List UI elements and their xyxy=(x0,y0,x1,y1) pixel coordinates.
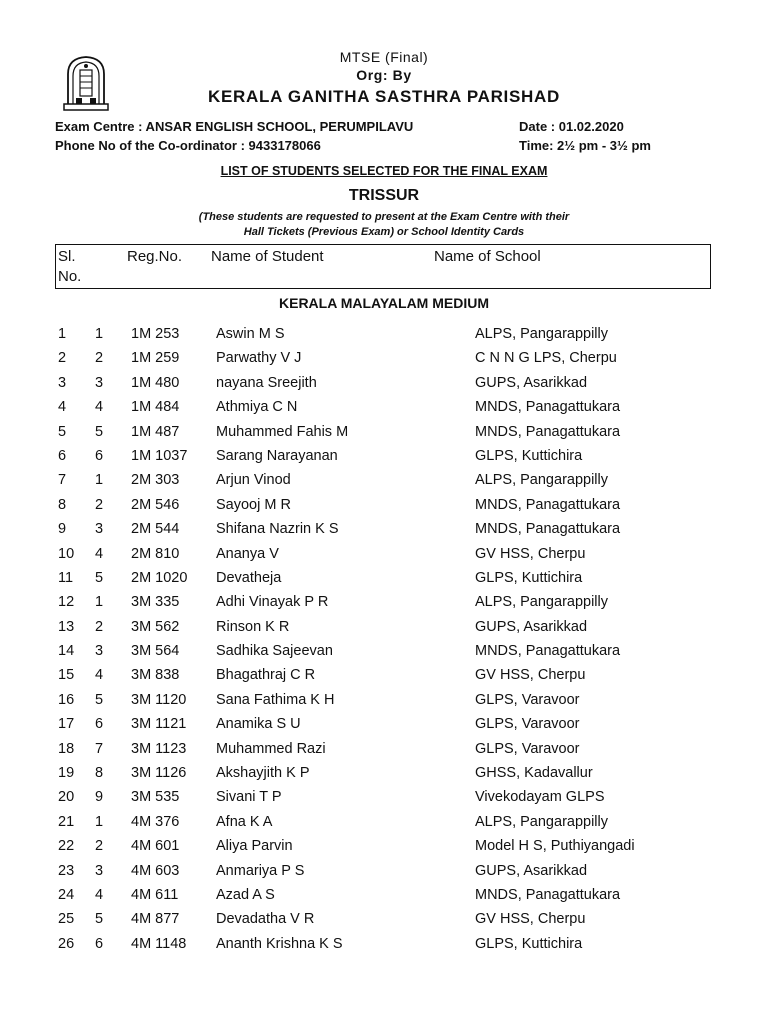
row-school-name: Model H S, Puthiyangadi xyxy=(475,838,635,855)
organization-title: KERALA GANITHA SASTHRA PARISHAD xyxy=(208,87,560,106)
row-sub-serial: 2 xyxy=(95,350,104,367)
row-sub-serial: 5 xyxy=(95,691,104,708)
row-student-name: Sadhika Sajeevan xyxy=(216,643,333,660)
row-school-name: GV HSS, Cherpu xyxy=(475,667,586,684)
row-student-name: Afna K A xyxy=(216,813,273,830)
row-student-name: Ananya V xyxy=(216,545,279,562)
row-serial: 5 xyxy=(58,423,67,440)
row-school-name: GUPS, Asarikkad xyxy=(475,374,588,391)
row-school-name: MNDS, Panagattukara xyxy=(475,496,621,513)
row-serial: 25 xyxy=(58,911,75,928)
table-row xyxy=(0,546,768,570)
exam-centre: Exam Centre : ANSAR ENGLISH SCHOOL, PERUMPILAVU xyxy=(55,119,414,134)
row-school-name: MNDS, Panagattukara xyxy=(475,886,621,903)
row-serial: 11 xyxy=(58,569,74,586)
row-school-name: MNDS, Panagattukara xyxy=(475,643,621,660)
row-student-name: Devadatha V R xyxy=(216,911,315,928)
row-serial: 19 xyxy=(58,765,75,782)
row-student-name: Adhi Vinayak P R xyxy=(216,594,329,611)
row-school-name: GLPS, Kuttichira xyxy=(475,935,583,952)
row-reg-no: 4M 603 xyxy=(131,862,180,879)
row-school-name: GLPS, Varavoor xyxy=(475,740,580,757)
table-row xyxy=(0,424,768,448)
row-serial: 14 xyxy=(58,643,75,660)
row-serial: 1 xyxy=(58,326,67,342)
row-student-name: Arjun Vinod xyxy=(216,472,291,489)
row-serial: 8 xyxy=(58,496,67,513)
row-student-name: Anmariya P S xyxy=(216,862,305,879)
row-student-name: Muhammed Fahis M xyxy=(216,423,349,440)
row-sub-serial: 1 xyxy=(95,472,104,489)
table-row xyxy=(0,350,768,374)
table-row xyxy=(0,936,768,960)
row-student-name: Parwathy V J xyxy=(216,350,302,367)
row-sub-serial: 9 xyxy=(95,789,104,806)
header-sl: Sl. xyxy=(58,248,76,265)
row-sub-serial: 4 xyxy=(95,399,104,416)
row-school-name: Vivekodayam GLPS xyxy=(475,789,605,806)
row-serial: 21 xyxy=(58,813,75,830)
row-reg-no: 3M 1120 xyxy=(131,691,187,708)
table-row xyxy=(0,741,768,765)
row-reg-no: 4M 611 xyxy=(131,886,179,903)
row-reg-no: 3M 1123 xyxy=(131,740,187,757)
table-row xyxy=(0,643,768,667)
row-student-name: Sarang Narayanan xyxy=(216,447,338,464)
table-row xyxy=(0,887,768,911)
row-reg-no: 1M 1037 xyxy=(131,447,188,464)
row-school-name: GUPS, Asarikkad xyxy=(475,862,588,879)
row-reg-no: 4M 601 xyxy=(131,838,180,855)
row-student-name: Aliya Parvin xyxy=(216,838,293,855)
row-reg-no: 3M 564 xyxy=(131,643,180,660)
row-serial: 15 xyxy=(58,667,75,684)
row-serial: 4 xyxy=(58,399,67,416)
row-reg-no: 2M 544 xyxy=(131,521,180,538)
row-sub-serial: 6 xyxy=(95,716,104,733)
table-row xyxy=(0,472,768,496)
list-title: LIST OF STUDENTS SELECTED FOR THE FINAL EXAM xyxy=(220,164,548,178)
table-row xyxy=(0,448,768,472)
header-school-name: Name of School xyxy=(434,248,541,265)
row-reg-no: 2M 1020 xyxy=(131,569,188,586)
row-sub-serial: 3 xyxy=(95,862,104,879)
row-school-name: MNDS, Panagattukara xyxy=(475,399,621,416)
district-title: TRISSUR xyxy=(348,187,420,204)
row-student-name: Akshayjith K P xyxy=(216,765,310,782)
header-reg-no: Reg.No. xyxy=(127,248,183,265)
table-row xyxy=(0,594,768,618)
row-serial: 26 xyxy=(58,935,75,952)
row-sub-serial: 2 xyxy=(95,496,104,513)
row-serial: 12 xyxy=(58,594,75,611)
row-reg-no: 4M 376 xyxy=(131,813,180,830)
row-sub-serial: 7 xyxy=(95,740,104,757)
row-serial: 20 xyxy=(58,789,75,806)
exam-time: Time: 2½ pm - 3½ pm xyxy=(519,138,651,153)
row-sub-serial: 6 xyxy=(95,447,104,464)
table-row xyxy=(0,911,768,935)
row-school-name: GUPS, Asarikkad xyxy=(475,618,588,635)
row-sub-serial: 3 xyxy=(95,521,104,538)
row-school-name: ALPS, Pangarappilly xyxy=(475,813,608,830)
row-serial: 9 xyxy=(58,521,67,538)
row-reg-no: 1M 480 xyxy=(131,374,180,391)
table-row xyxy=(0,497,768,521)
section-title: KERALA MALAYALAM MEDIUM xyxy=(279,295,489,311)
student-list xyxy=(0,326,768,960)
table-row xyxy=(0,619,768,643)
row-reg-no: 3M 1121 xyxy=(131,716,187,733)
row-reg-no: 1M 484 xyxy=(131,399,180,416)
row-student-name: Aswin M S xyxy=(216,326,285,342)
table-row xyxy=(0,692,768,716)
table-row xyxy=(0,570,768,594)
table-row xyxy=(0,814,768,838)
row-student-name: Rinson K R xyxy=(216,618,290,635)
table-row xyxy=(0,863,768,887)
row-sub-serial: 3 xyxy=(95,374,104,391)
row-sub-serial: 1 xyxy=(95,326,104,342)
row-student-name: Azad A S xyxy=(216,886,275,903)
row-sub-serial: 5 xyxy=(95,569,104,586)
row-serial: 18 xyxy=(58,740,75,757)
row-school-name: GLPS, Kuttichira xyxy=(475,569,583,586)
row-school-name: ALPS, Pangarappilly xyxy=(475,472,608,489)
row-school-name: ALPS, Pangarappilly xyxy=(475,594,608,611)
row-student-name: Ananth Krishna K S xyxy=(216,935,343,952)
table-row xyxy=(0,838,768,862)
note-line-2: Hall Tickets (Previous Exam) or School Identity Cards xyxy=(243,226,525,238)
row-reg-no: 3M 535 xyxy=(131,789,180,806)
row-reg-no: 3M 562 xyxy=(131,618,180,635)
row-student-name: Muhammed Razi xyxy=(216,740,326,757)
row-sub-serial: 1 xyxy=(95,813,104,830)
row-serial: 6 xyxy=(58,447,67,464)
row-sub-serial: 2 xyxy=(95,618,104,635)
table-row xyxy=(0,399,768,423)
row-student-name: Anamika S U xyxy=(216,716,301,733)
table-row xyxy=(0,375,768,399)
table-row xyxy=(0,716,768,740)
row-sub-serial: 4 xyxy=(95,545,104,562)
row-serial: 22 xyxy=(58,838,75,855)
row-reg-no: 2M 303 xyxy=(131,472,180,489)
exam-date: Date : 01.02.2020 xyxy=(519,119,624,134)
row-school-name: GLPS, Kuttichira xyxy=(475,447,583,464)
row-student-name: Sana Fathima K H xyxy=(216,691,335,708)
row-sub-serial: 3 xyxy=(95,643,104,660)
table-row xyxy=(0,521,768,545)
row-sub-serial: 5 xyxy=(95,911,104,928)
table-header xyxy=(55,244,711,289)
header-student-name: Name of Student xyxy=(211,248,324,265)
row-reg-no: 4M 877 xyxy=(131,911,180,928)
row-school-name: GLPS, Varavoor xyxy=(475,716,580,733)
row-school-name: GLPS, Varavoor xyxy=(475,691,580,708)
row-serial: 23 xyxy=(58,862,75,879)
row-serial: 3 xyxy=(58,374,67,391)
row-school-name: MNDS, Panagattukara xyxy=(475,423,621,440)
row-serial: 7 xyxy=(58,472,67,489)
row-reg-no: 3M 335 xyxy=(131,594,180,611)
row-school-name: MNDS, Panagattukara xyxy=(475,521,621,538)
table-row xyxy=(0,789,768,813)
row-student-name: Athmiya C N xyxy=(216,399,298,416)
row-serial: 13 xyxy=(58,618,75,635)
row-serial: 10 xyxy=(58,545,75,562)
row-school-name: GV HSS, Cherpu xyxy=(475,545,586,562)
row-school-name: GHSS, Kadavallur xyxy=(475,765,593,782)
coordinator-phone: Phone No of the Co-ordinator : 9433178066 xyxy=(55,138,321,153)
row-reg-no: 1M 253 xyxy=(131,326,180,342)
row-sub-serial: 1 xyxy=(95,594,104,611)
row-sub-serial: 2 xyxy=(95,838,104,855)
table-row xyxy=(0,765,768,789)
row-reg-no: 3M 1126 xyxy=(131,765,187,782)
row-serial: 2 xyxy=(58,350,67,367)
row-reg-no: 2M 810 xyxy=(131,545,180,562)
org-by-label: Org: By xyxy=(356,67,412,83)
row-sub-serial: 6 xyxy=(95,935,104,952)
row-school-name: GV HSS, Cherpu xyxy=(475,911,586,928)
note-line-1: (These students are requested to present at the Exam Centre with their xyxy=(198,211,570,223)
row-student-name: Sayooj M R xyxy=(216,496,291,513)
row-school-name: C N N G LPS, Cherpu xyxy=(475,350,617,367)
row-sub-serial: 4 xyxy=(95,667,104,684)
row-reg-no: 3M 838 xyxy=(131,667,180,684)
table-row xyxy=(0,667,768,691)
row-serial: 16 xyxy=(58,691,75,708)
row-school-name: ALPS, Pangarappilly xyxy=(475,326,608,342)
row-student-name: Sivani T P xyxy=(216,789,282,806)
row-student-name: Devatheja xyxy=(216,569,282,586)
row-sub-serial: 8 xyxy=(95,765,104,782)
exam-name: MTSE (Final) xyxy=(339,49,429,65)
row-reg-no: 1M 487 xyxy=(131,423,180,440)
row-student-name: Bhagathraj C R xyxy=(216,667,316,684)
row-serial: 24 xyxy=(58,886,75,903)
header-no: No. xyxy=(58,268,82,285)
row-student-name: nayana Sreejith xyxy=(216,374,317,391)
row-sub-serial: 5 xyxy=(95,423,104,440)
row-reg-no: 1M 259 xyxy=(131,350,180,367)
row-reg-no: 2M 546 xyxy=(131,496,180,513)
row-student-name: Shifana Nazrin K S xyxy=(216,521,339,538)
row-sub-serial: 4 xyxy=(95,886,104,903)
table-row xyxy=(0,326,768,350)
row-serial: 17 xyxy=(58,716,75,733)
row-reg-no: 4M 1148 xyxy=(131,935,187,952)
